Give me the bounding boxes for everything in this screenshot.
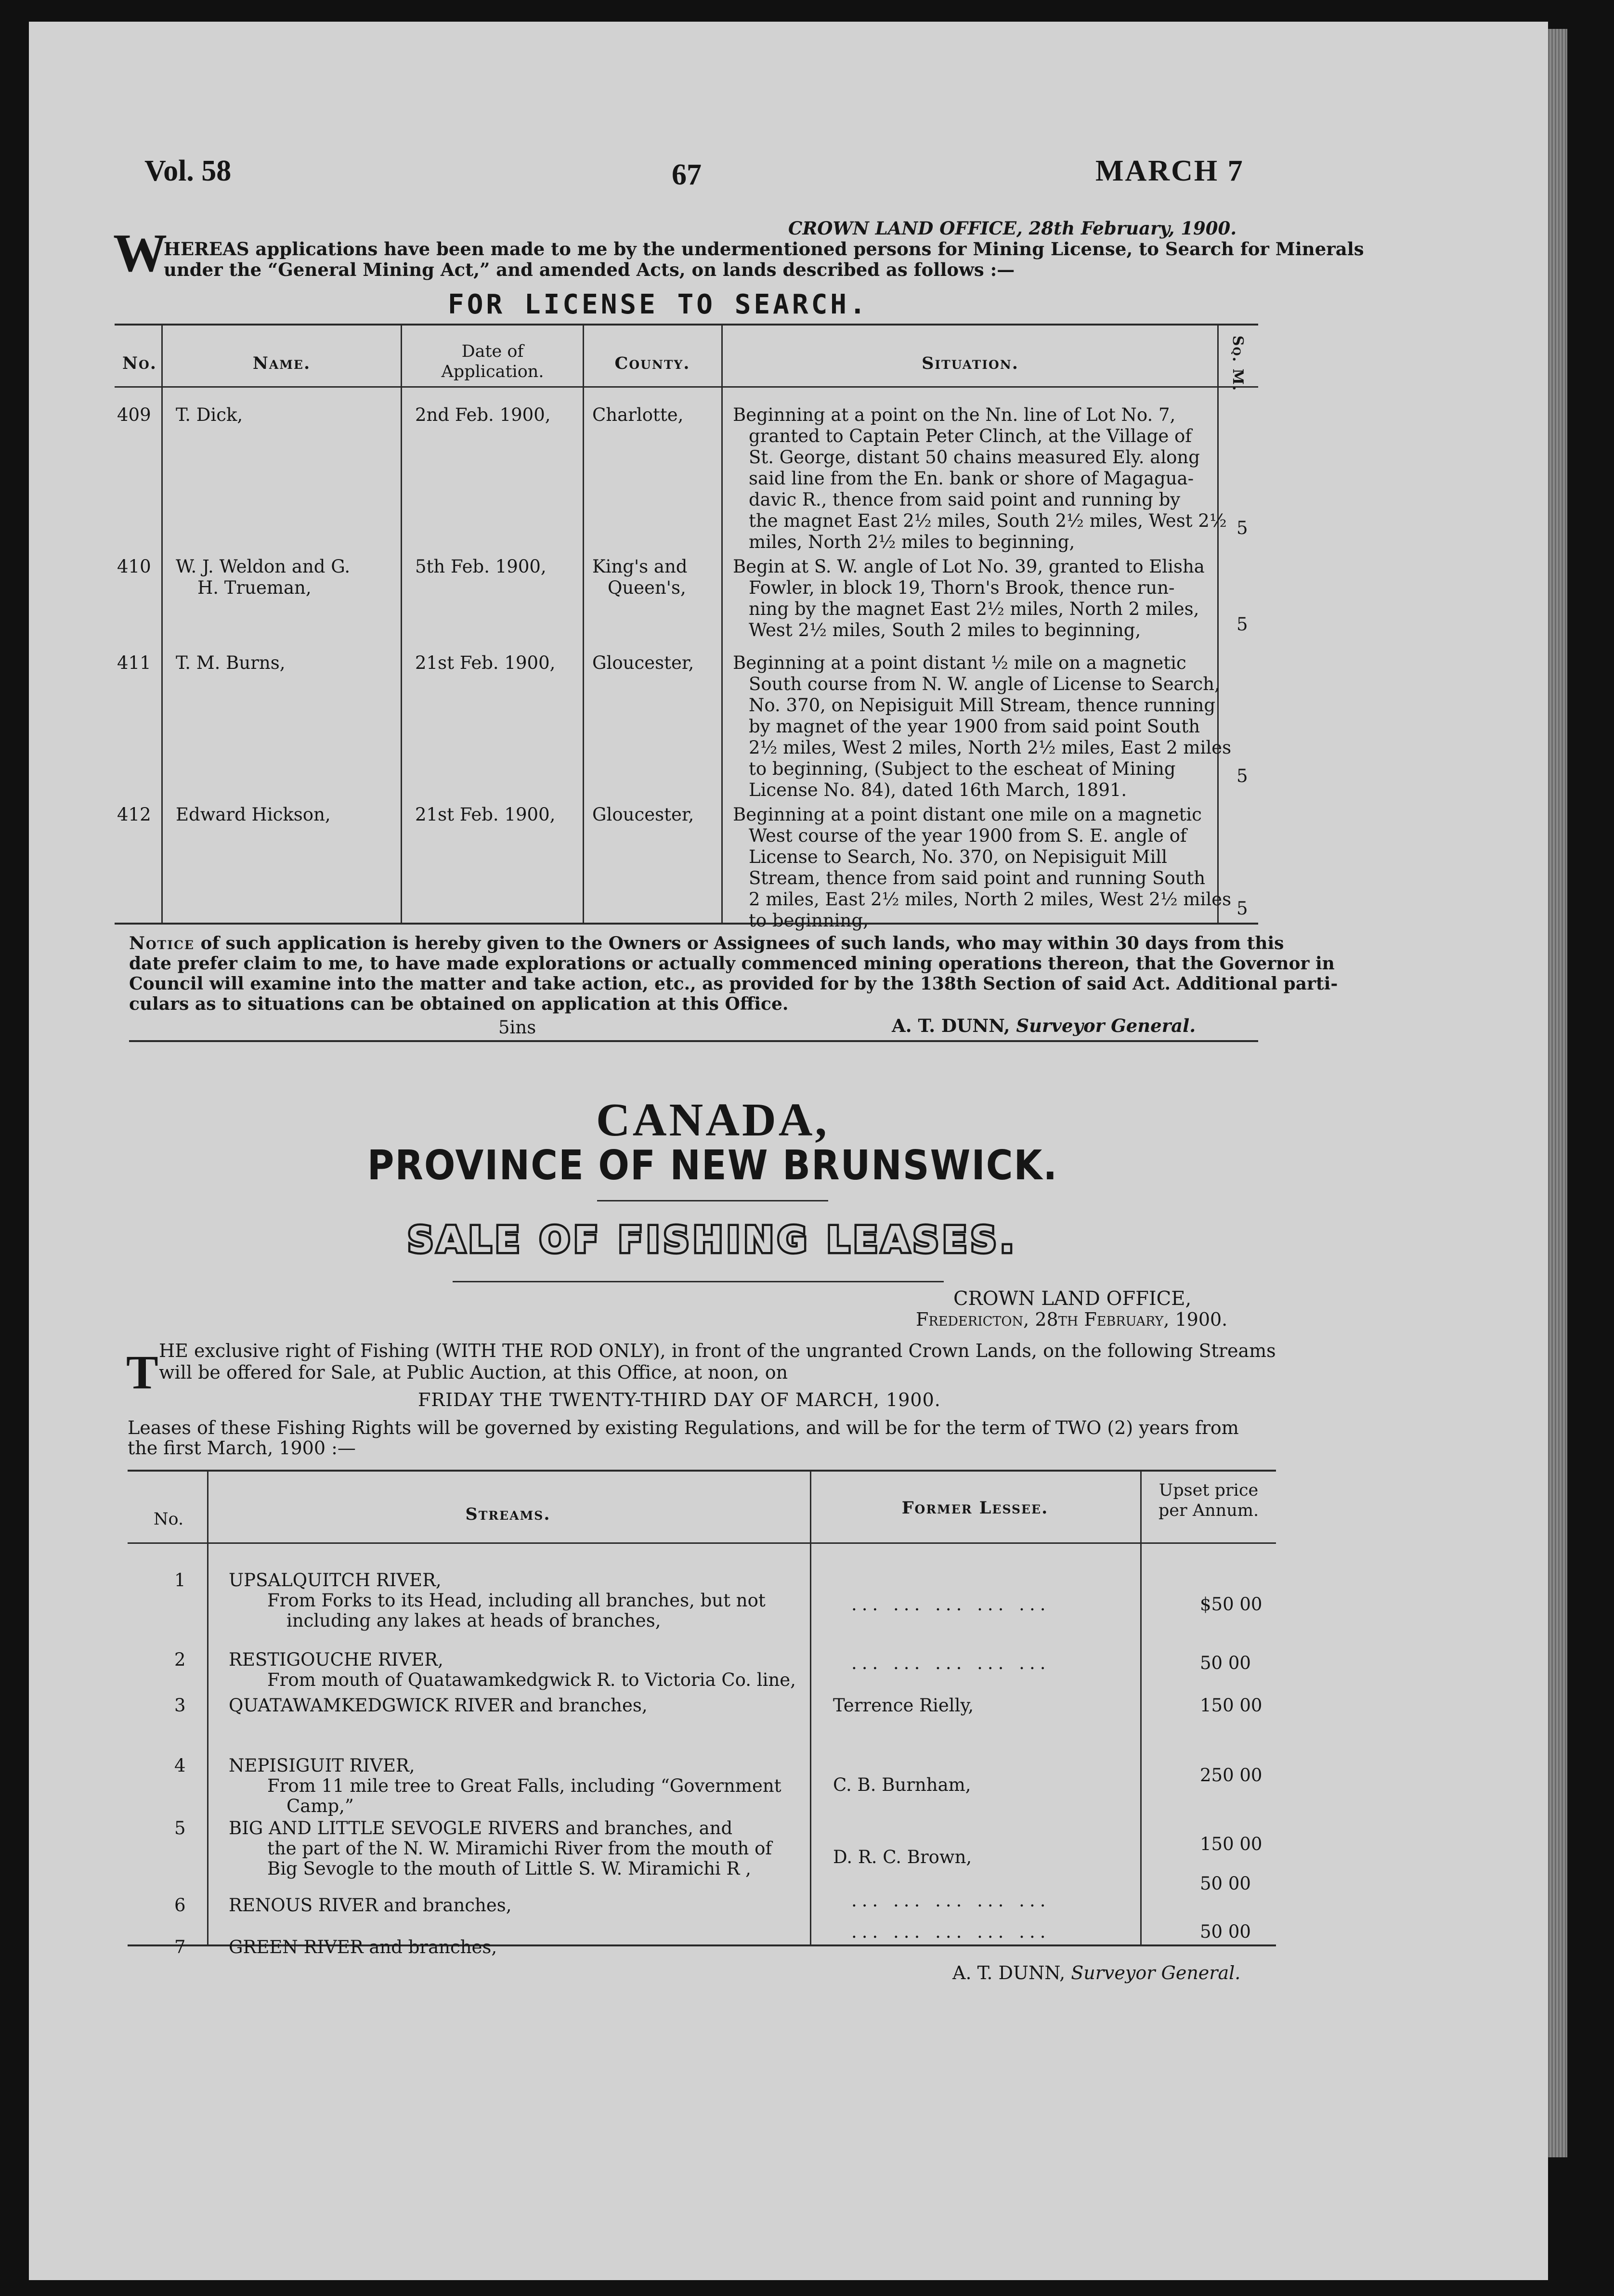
license-row-situation: miles, North 2½ miles to beginning, bbox=[749, 532, 1075, 552]
license-row-name: W. J. Weldon and G. bbox=[176, 556, 351, 577]
fishing-row-lessee: ... ... ... ... ... bbox=[851, 1921, 1051, 1942]
fishing-col-divider-1 bbox=[207, 1472, 208, 1946]
fishing-drop-cap: T bbox=[126, 1345, 158, 1399]
license-row-situation: Fowler, in block 19, Thorn's Brook, thence run- bbox=[749, 577, 1175, 598]
license-table-top-rule bbox=[115, 324, 1258, 326]
insertion-mark: 5ins bbox=[498, 1017, 536, 1038]
license-signature-name: A. T. DUNN, bbox=[892, 1015, 1010, 1036]
fishing-row-lessee: Terrence Rielly, bbox=[833, 1695, 974, 1716]
fishing-table-top-rule bbox=[128, 1470, 1276, 1472]
notice-line-2: date prefer claim to me, to have made explorations or actually commenced mining operations thereon, that the Governor in bbox=[129, 953, 1335, 974]
fishing-col-divider-3 bbox=[1140, 1472, 1142, 1946]
fishing-col-no: No. bbox=[153, 1510, 184, 1529]
fishing-row-lessee: D. R. C. Brown, bbox=[833, 1847, 972, 1867]
license-row-county: Gloucester, bbox=[592, 804, 694, 825]
sale-heading-underline bbox=[453, 1281, 944, 1282]
license-row-name: Edward Hickson, bbox=[176, 804, 331, 825]
fishing-row-stream: including any lakes at heads of branches, bbox=[286, 1610, 661, 1631]
license-row-number: 412 bbox=[117, 804, 151, 825]
fishing-intro-line-2: will be offered for Sale, at Public Auction, at this Office, at noon, on bbox=[159, 1362, 788, 1383]
fishing-row-stream: From Forks to its Head, including all branches, but not bbox=[267, 1590, 766, 1611]
license-col-divider-4 bbox=[721, 326, 723, 923]
license-col-name: Name. bbox=[252, 353, 311, 373]
license-notice-end-rule bbox=[129, 1040, 1258, 1042]
fishing-row-price: 50 00 bbox=[1200, 1873, 1251, 1894]
license-intro-line-2: under the “General Mining Act,” and amended Acts, on lands described as follows :— bbox=[164, 259, 1015, 280]
license-row-sqm: 5 bbox=[1237, 766, 1248, 786]
license-row-situation: the magnet East 2½ miles, South 2½ miles, West 2½ bbox=[749, 510, 1227, 531]
fishing-row-lessee: ... ... ... ... ... bbox=[851, 1594, 1051, 1615]
fishing-table-header-rule bbox=[128, 1542, 1276, 1544]
fishing-row-number: 5 bbox=[174, 1818, 186, 1839]
fishing-row-lessee: ... ... ... ... ... bbox=[851, 1890, 1051, 1911]
fishing-row-price: 50 00 bbox=[1200, 1653, 1251, 1673]
fishing-row-number: 6 bbox=[174, 1895, 186, 1916]
license-col-situation: Situation. bbox=[922, 353, 1019, 373]
sale-date: FRIDAY THE TWENTY-THIRD DAY OF MARCH, 1900. bbox=[418, 1389, 941, 1410]
license-row-situation: Beginning at a point on the Nn. line of Lot No. 7, bbox=[733, 404, 1176, 425]
fishing-row-stream: RESTIGOUCHE RIVER, bbox=[229, 1649, 443, 1670]
license-row-situation: 2 miles, East 2½ miles, North 2 miles, West 2½ miles bbox=[749, 889, 1232, 910]
license-row-situation: 2½ miles, West 2 miles, North 2½ miles, East 2 miles bbox=[749, 737, 1232, 758]
license-row-situation: West course of the year 1900 from S. E. angle of bbox=[749, 825, 1187, 846]
page-stack-edge bbox=[1548, 29, 1567, 2157]
fishing-row-price: 150 00 bbox=[1200, 1695, 1263, 1716]
fishing-row-price: $50 00 bbox=[1200, 1594, 1263, 1615]
license-signature bbox=[892, 1015, 1196, 1036]
fishing-row-lessee: C. B. Burnham, bbox=[833, 1774, 971, 1795]
fishing-signature-title: Surveyor General. bbox=[1071, 1962, 1241, 1983]
license-office-dateline: CROWN LAND OFFICE, 28th February, 1900. bbox=[788, 218, 1237, 239]
province-underline bbox=[597, 1200, 828, 1201]
license-row-sqm: 5 bbox=[1237, 614, 1248, 635]
license-row-county: King's and bbox=[592, 556, 688, 577]
notice-line-1 bbox=[129, 933, 1284, 954]
fishing-row-stream: RENOUS RIVER and branches, bbox=[229, 1895, 512, 1916]
license-row-county: Gloucester, bbox=[592, 652, 694, 673]
license-row-name: H. Trueman, bbox=[197, 577, 312, 598]
page-number: 67 bbox=[672, 158, 702, 191]
fishing-office: CROWN LAND OFFICE, bbox=[953, 1288, 1192, 1310]
license-col-date-1: Date of bbox=[461, 342, 524, 361]
fishing-col-divider-2 bbox=[810, 1472, 811, 1946]
fishing-row-stream: UPSALQUITCH RIVER, bbox=[229, 1570, 442, 1591]
license-col-county: County. bbox=[614, 353, 690, 373]
license-row-situation: to beginning, (Subject to the escheat of Mining bbox=[749, 758, 1176, 779]
license-col-divider-3 bbox=[583, 326, 584, 923]
fishing-col-price-2: per Annum. bbox=[1158, 1501, 1259, 1520]
fishing-row-stream: BIG AND LITTLE SEVOGLE RIVERS and branches, and bbox=[229, 1818, 733, 1839]
license-row-name: T. Dick, bbox=[176, 404, 243, 425]
license-row-situation: No. 370, on Nepisiguit Mill Stream, thence running bbox=[749, 695, 1216, 716]
license-row-situation: Beginning at a point distant ½ mile on a magnetic bbox=[733, 652, 1186, 673]
license-row-name: T. M. Burns, bbox=[176, 652, 286, 673]
license-row-number: 410 bbox=[117, 556, 151, 577]
fishing-row-number: 2 bbox=[174, 1649, 186, 1670]
notice-line-4: culars as to situations can be obtained on application at this Office. bbox=[129, 994, 789, 1014]
license-heading: FOR LICENSE TO SEARCH. bbox=[448, 289, 869, 320]
lease-line-2: the first March, 1900 :— bbox=[128, 1437, 356, 1459]
fishing-row-stream: Camp,” bbox=[286, 1796, 354, 1816]
fishing-row-number: 3 bbox=[174, 1695, 186, 1716]
fishing-row-stream: Big Sevogle to the mouth of Little S. W. Miramichi R , bbox=[267, 1858, 751, 1879]
masthead-date: MARCH 7 bbox=[1095, 155, 1244, 187]
fishing-signature bbox=[952, 1962, 1240, 1983]
license-row-situation: davic R., thence from said point and running by bbox=[749, 489, 1181, 510]
license-row-situation: License No. 84), dated 16th March, 1891. bbox=[749, 780, 1127, 800]
license-row-situation: said line from the En. bank or shore of Magagua- bbox=[749, 468, 1194, 489]
license-row-situation: South course from N. W. angle of License to Search, bbox=[749, 674, 1220, 694]
license-row-situation: West 2½ miles, South 2 miles to beginning, bbox=[749, 620, 1141, 640]
fishing-col-lessee: Former Lessee. bbox=[901, 1498, 1049, 1518]
license-row-county: Queen's, bbox=[608, 577, 686, 598]
license-row-situation: ning by the magnet East 2½ miles, North 2 miles, bbox=[749, 599, 1199, 619]
fishing-dateline: Fredericton, 28th February, 1900. bbox=[916, 1309, 1228, 1330]
license-row-date: 2nd Feb. 1900, bbox=[415, 404, 551, 425]
license-row-number: 411 bbox=[117, 652, 151, 673]
license-row-date: 5th Feb. 1900, bbox=[415, 556, 547, 577]
canada-title: CANADA, bbox=[596, 1094, 830, 1146]
fishing-row-stream: From 11 mile tree to Great Falls, including “Government bbox=[267, 1775, 781, 1796]
fishing-col-price-1: Upset price bbox=[1158, 1481, 1259, 1500]
license-row-sqm: 5 bbox=[1237, 898, 1248, 919]
license-row-date: 21st Feb. 1900, bbox=[415, 652, 556, 673]
license-row-situation: by magnet of the year 1900 from said point South bbox=[749, 716, 1200, 737]
fishing-row-stream: GREEN RIVER and branches, bbox=[229, 1937, 497, 1957]
license-signature-title: Surveyor General. bbox=[1016, 1015, 1196, 1036]
notice-lead: Notice bbox=[129, 933, 195, 953]
license-drop-cap: W bbox=[113, 223, 167, 283]
fishing-row-number: 1 bbox=[174, 1570, 186, 1591]
fishing-row-stream: NEPISIGUIT RIVER, bbox=[229, 1755, 415, 1776]
fishing-row-price: 250 00 bbox=[1200, 1765, 1263, 1786]
license-col-date-2: Application. bbox=[441, 362, 544, 381]
license-row-situation: St. George, distant 50 chains measured Ely. along bbox=[749, 447, 1200, 468]
sale-heading: SALE OF FISHING LEASES. bbox=[407, 1219, 1018, 1261]
fishing-row-stream: From mouth of Quatawamkedgwick R. to Victoria Co. line, bbox=[267, 1670, 796, 1690]
license-col-divider-5 bbox=[1217, 326, 1219, 923]
province-title: PROVINCE OF NEW BRUNSWICK. bbox=[367, 1141, 1058, 1189]
license-col-sqm: Sq. M. bbox=[1229, 335, 1246, 392]
fishing-col-streams: Streams. bbox=[465, 1504, 551, 1524]
license-row-sqm: 5 bbox=[1237, 518, 1248, 538]
license-row-situation: Beginning at a point distant one mile on a magnetic bbox=[733, 804, 1202, 825]
fishing-row-number: 4 bbox=[174, 1755, 186, 1776]
license-row-situation: Stream, thence from said point and running South bbox=[749, 868, 1206, 888]
license-row-situation: License to Search, No. 370, on Nepisiguit Mill bbox=[749, 847, 1167, 867]
license-row-county: Charlotte, bbox=[592, 404, 684, 425]
license-row-date: 21st Feb. 1900, bbox=[415, 804, 556, 825]
fishing-row-price: 150 00 bbox=[1200, 1834, 1263, 1854]
license-row-situation: granted to Captain Peter Clinch, at the Village of bbox=[749, 426, 1192, 446]
fishing-signature-name: A. T. DUNN, bbox=[952, 1962, 1066, 1983]
notice-line-1-text: of such application is hereby given to the Owners or Assignees of such lands, who may within 30 days from this bbox=[194, 933, 1284, 953]
fishing-intro-line-1: HE exclusive right of Fishing (WITH THE ROD ONLY), in front of the ungranted Crown Lands, on the following Streams bbox=[159, 1340, 1276, 1361]
fishing-row-number: 7 bbox=[174, 1937, 186, 1957]
license-row-number: 409 bbox=[117, 404, 151, 425]
fishing-row-stream: the part of the N. W. Miramichi River from the mouth of bbox=[267, 1838, 772, 1859]
license-col-no: No. bbox=[122, 353, 157, 373]
license-intro-line-1: HEREAS applications have been made to me by the undermentioned persons for Mining License, to Search for Minerals bbox=[164, 238, 1364, 260]
license-col-divider-1 bbox=[161, 326, 163, 923]
fishing-row-lessee: ... ... ... ... ... bbox=[851, 1653, 1051, 1673]
license-row-situation: to beginning, bbox=[749, 910, 869, 931]
fishing-row-stream: QUATAWAMKEDGWICK RIVER and branches, bbox=[229, 1695, 648, 1716]
notice-line-3: Council will examine into the matter and take action, etc., as provided for by the 138th Section of said Act. Additional parti- bbox=[129, 974, 1338, 994]
license-table-header-rule bbox=[115, 386, 1258, 388]
fishing-row-price: 50 00 bbox=[1200, 1921, 1251, 1942]
volume-label: Vol. 58 bbox=[144, 155, 232, 187]
license-col-divider-2 bbox=[401, 326, 402, 923]
license-table-bottom-rule bbox=[115, 923, 1258, 925]
license-row-situation: Begin at S. W. angle of Lot No. 39, granted to Elisha bbox=[733, 556, 1205, 577]
lease-line-1: Leases of these Fishing Rights will be governed by existing Regulations, and will be for the term of TWO (2) years from bbox=[128, 1417, 1239, 1438]
